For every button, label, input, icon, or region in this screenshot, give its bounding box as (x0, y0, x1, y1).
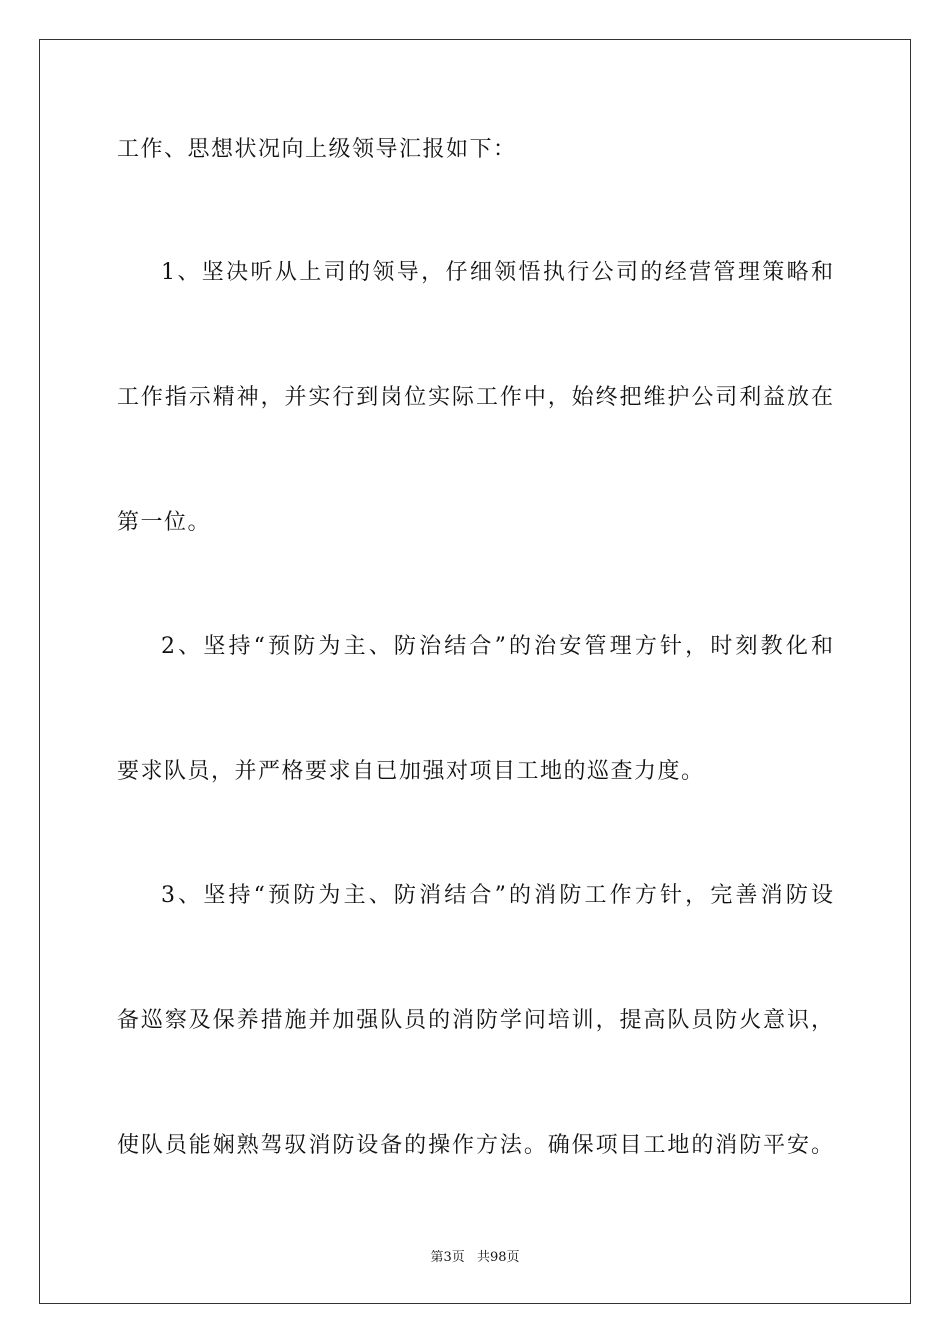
paragraph-line: 工作指示精神，并实行到岗位实际工作中，始终把维护公司利益放在 (117, 385, 833, 410)
paragraph-line: 要求队员，并严格要求自已加强对项目工地的巡查力度。 (117, 759, 705, 784)
paragraph-line: 备巡察及保养措施并加强队员的消防学问培训，提高队员防火意识， (117, 1008, 833, 1033)
paragraph-line: 3、坚持“预防为主、防消结合”的消防工作方针，完善消防设 (161, 883, 833, 908)
paragraph-line: 工作、思想状况向上级领导汇报如下： (117, 137, 517, 162)
page-border (39, 39, 911, 1304)
page-total: 共98页 (476, 1250, 520, 1265)
paragraph-line: 使队员能娴熟驾驭消防设备的操作方法。确保项目工地的消防平安。 (117, 1133, 833, 1158)
paragraph-line: 2、坚持“预防为主、防治结合”的治安管理方针，时刻教化和 (161, 634, 833, 659)
page-number: 第3页 (430, 1250, 465, 1265)
paragraph-line: 第一位。 (117, 510, 212, 535)
page-footer (0, 1249, 950, 1267)
paragraph-line: 1、坚决听从上司的领导，仔细领悟执行公司的经营管理策略和 (161, 260, 833, 285)
